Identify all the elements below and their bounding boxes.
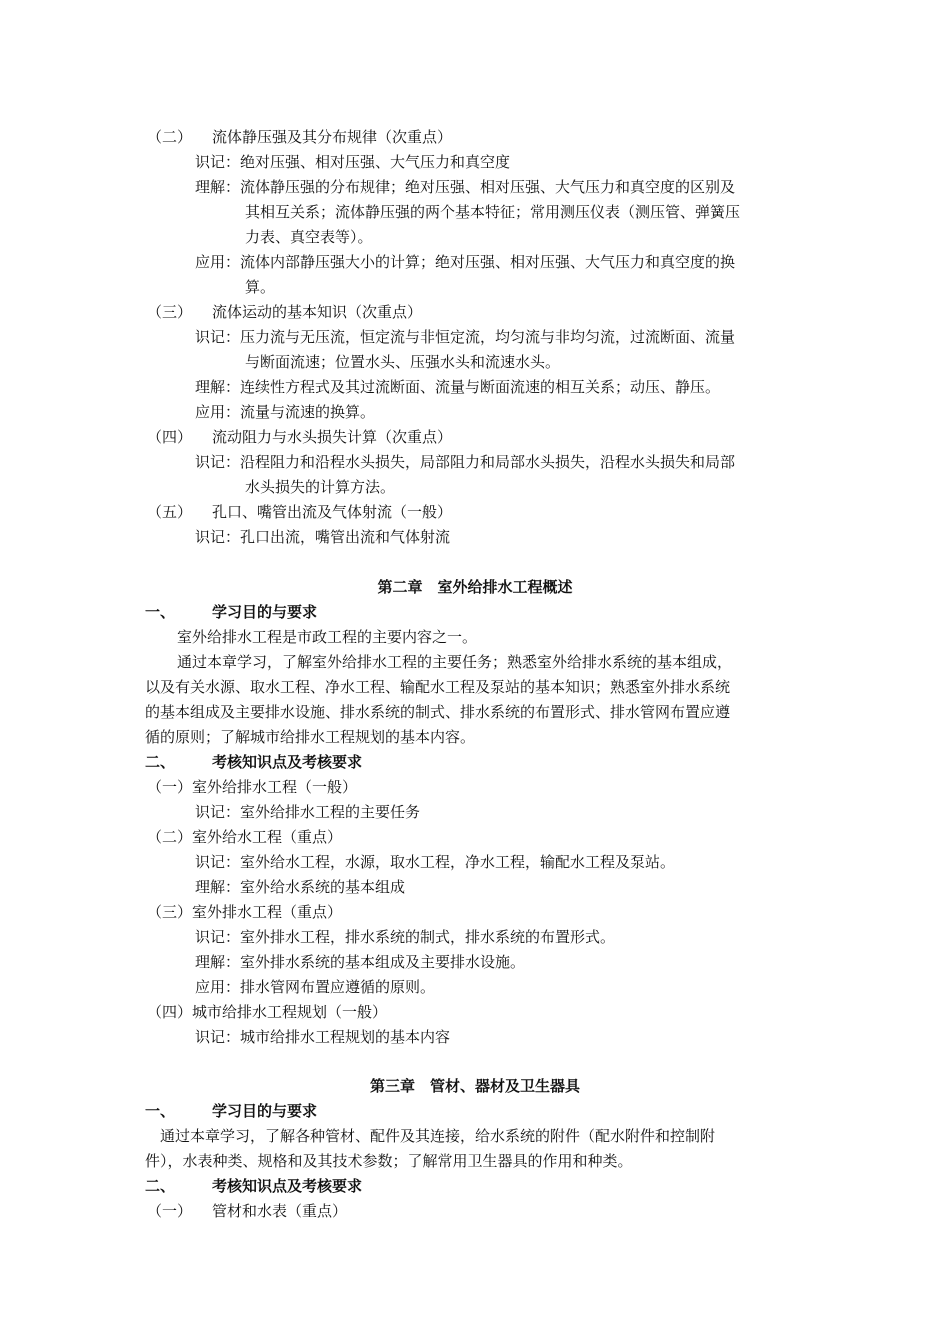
- section-number: （二）: [147, 128, 193, 146]
- heading-title: 考核知识点及考核要求: [212, 1177, 363, 1195]
- chapter-title: 第三章 管材、器材及卫生器具: [369, 1077, 580, 1095]
- understand-item-cont: 其相互关系；流体静压强的两个基本特征；常用测压仪表（测压管、弹簧压: [245, 203, 741, 221]
- recall-item: 识记：室外给排水工程的主要任务: [195, 803, 421, 821]
- recall-item: 识记：城市给排水工程规划的基本内容: [195, 1028, 451, 1046]
- paragraph-cont: 件），水表种类、规格和及其技术参数；了解常用卫生器具的作用和种类。: [145, 1152, 633, 1170]
- recall-item: 识记：绝对压强、相对压强、大气压力和真空度: [195, 153, 511, 171]
- heading-title: 考核知识点及考核要求: [212, 753, 363, 771]
- section-number: （三）: [147, 303, 193, 321]
- paragraph: 室外给排水工程是市政工程的主要内容之一。: [177, 628, 478, 646]
- paragraph: 通过本章学习，了解各种管材、配件及其连接，给水系统的附件（配水附件和控制附: [160, 1127, 716, 1145]
- apply-item-cont: 算。: [245, 278, 276, 296]
- chapter-title: 第二章 室外给排水工程概述: [377, 578, 573, 596]
- recall-item: 识记：压力流与无压流，恒定流与非恒定流，均匀流与非均匀流，过流断面、流量: [195, 328, 736, 346]
- section-title: 管材和水表（重点）: [212, 1202, 348, 1220]
- heading-number: 一、: [145, 603, 176, 621]
- recall-item: 识记：孔口出流，嘴管出流和气体射流: [195, 528, 451, 546]
- section-number: （一）: [147, 1202, 193, 1220]
- understand-item: 理解：连续性方程式及其过流断面、流量与断面流速的相互关系；动压、静压。: [195, 378, 721, 396]
- section-title: （三）室外排水工程（重点）: [147, 903, 343, 921]
- section-title: （四）城市给排水工程规划（一般）: [147, 1003, 388, 1021]
- apply-item: 应用：排水管网布置应遵循的原则。: [195, 978, 436, 996]
- heading-number: 一、: [145, 1102, 176, 1120]
- section-title: （二）室外给水工程（重点）: [147, 828, 343, 846]
- section-title: 孔口、嘴管出流及气体射流（一般）: [212, 503, 453, 521]
- recall-item: 识记：室外给水工程，水源，取水工程，净水工程，输配水工程及泵站。: [195, 853, 676, 871]
- section-title: 流体静压强及其分布规律（次重点）: [212, 128, 453, 146]
- paragraph-cont: 的基本组成及主要排水设施、排水系统的制式、排水系统的布置形式、排水管网布置应遵: [145, 703, 731, 721]
- section-title: （一）室外给排水工程（一般）: [147, 778, 358, 796]
- section-title: 流动阻力与水头损失计算（次重点）: [212, 428, 453, 446]
- apply-item: 应用：流量与流速的换算。: [195, 403, 376, 421]
- recall-item-cont: 与断面流速；位置水头、压强水头和流速水头。: [245, 353, 561, 371]
- understand-item: 理解：流体静压强的分布规律；绝对压强、相对压强、大气压力和真空度的区别及: [195, 178, 736, 196]
- understand-item-cont: 力表、真空表等）。: [245, 228, 373, 246]
- understand-item: 理解：室外排水系统的基本组成及主要排水设施。: [195, 953, 526, 971]
- heading-title: 学习目的与要求: [212, 603, 318, 621]
- heading-title: 学习目的与要求: [212, 1102, 318, 1120]
- heading-number: 二、: [145, 1177, 176, 1195]
- section-number: （五）: [147, 503, 193, 521]
- recall-item: 识记：室外排水工程，排水系统的制式，排水系统的布置形式。: [195, 928, 616, 946]
- apply-item: 应用：流体内部静压强大小的计算；绝对压强、相对压强、大气压力和真空度的换: [195, 253, 736, 271]
- section-number: （四）: [147, 428, 193, 446]
- heading-number: 二、: [145, 753, 176, 771]
- recall-item: 识记：沿程阻力和沿程水头损失，局部阻力和局部水头损失，沿程水头损失和局部: [195, 453, 736, 471]
- understand-item: 理解：室外给水系统的基本组成: [195, 878, 406, 896]
- paragraph-cont: 以及有关水源、取水工程、净水工程、输配水工程及泵站的基本知识；熟悉室外排水系统: [145, 678, 731, 696]
- paragraph: 通过本章学习，了解室外给排水工程的主要任务；熟悉室外给排水系统的基本组成，: [177, 653, 733, 671]
- paragraph-cont: 循的原则；了解城市给排水工程规划的基本内容。: [145, 728, 476, 746]
- recall-item-cont: 水头损失的计算方法。: [245, 478, 396, 496]
- section-title: 流体运动的基本知识（次重点）: [212, 303, 423, 321]
